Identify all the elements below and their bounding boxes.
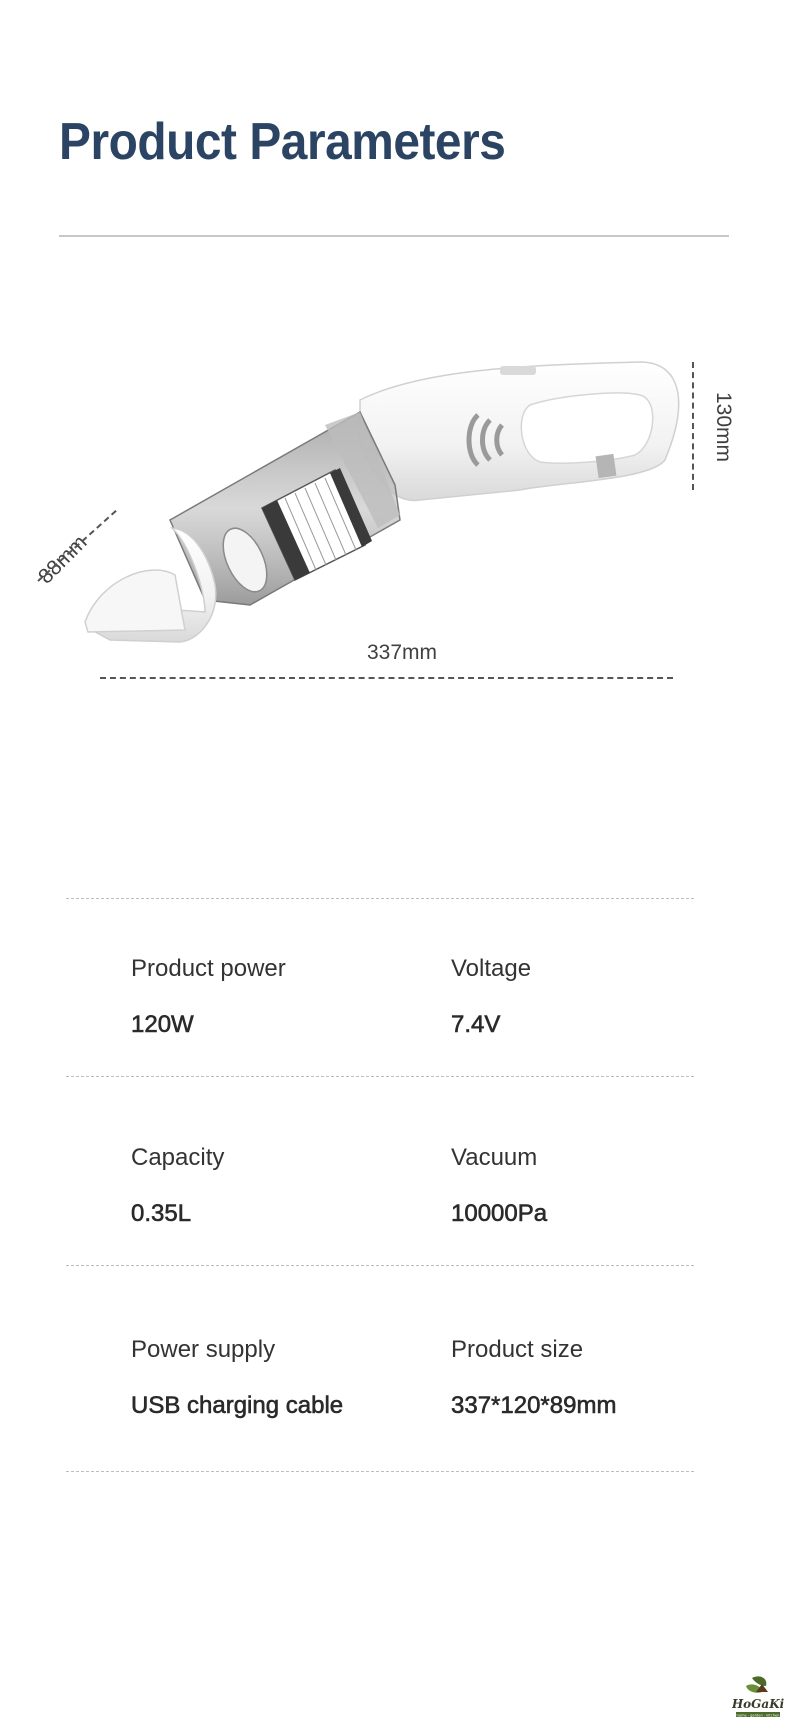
spec-value: 120W (131, 1011, 194, 1038)
svg-text:HoGaKi: HoGaKi (732, 1697, 784, 1711)
height-dimension-label: 130mm (712, 391, 736, 463)
spec-divider (66, 898, 694, 899)
spec-vacuum (451, 1144, 547, 1228)
spec-value: USB charging cable (131, 1392, 344, 1419)
length-dimension-label: 337mm (367, 641, 438, 664)
spec-product-size (451, 1336, 616, 1420)
spec-label: Vacuum (451, 1144, 538, 1171)
spec-value: 337*120*89mm (451, 1392, 617, 1419)
spec-voltage (451, 955, 531, 1039)
svg-text:home · garden · kitchen: home · garden · kitchen (736, 1713, 780, 1718)
spec-divider (66, 1076, 694, 1077)
title-divider (59, 235, 729, 237)
spec-label: Product power (131, 955, 286, 982)
spec-divider (66, 1265, 694, 1266)
spec-value: 7.4V (451, 1011, 501, 1038)
leaf-logo-icon (732, 1672, 784, 1722)
width-dimension-label: 88mm (34, 530, 92, 589)
spec-label: Voltage (451, 955, 532, 982)
spec-label: Product size (451, 1336, 584, 1363)
spec-divider (66, 1471, 694, 1472)
spec-product-power (131, 955, 286, 1039)
spec-label: Power supply (131, 1336, 276, 1363)
spec-value: 0.35L (131, 1200, 192, 1227)
length-dimension-line (100, 677, 673, 679)
page-title: Product Parameters (59, 113, 506, 171)
spec-power-supply (131, 1336, 343, 1420)
spec-capacity (131, 1144, 224, 1228)
spec-label: Capacity (131, 1144, 225, 1171)
height-dimension-line (692, 362, 694, 490)
spec-value: 10000Pa (451, 1200, 548, 1227)
